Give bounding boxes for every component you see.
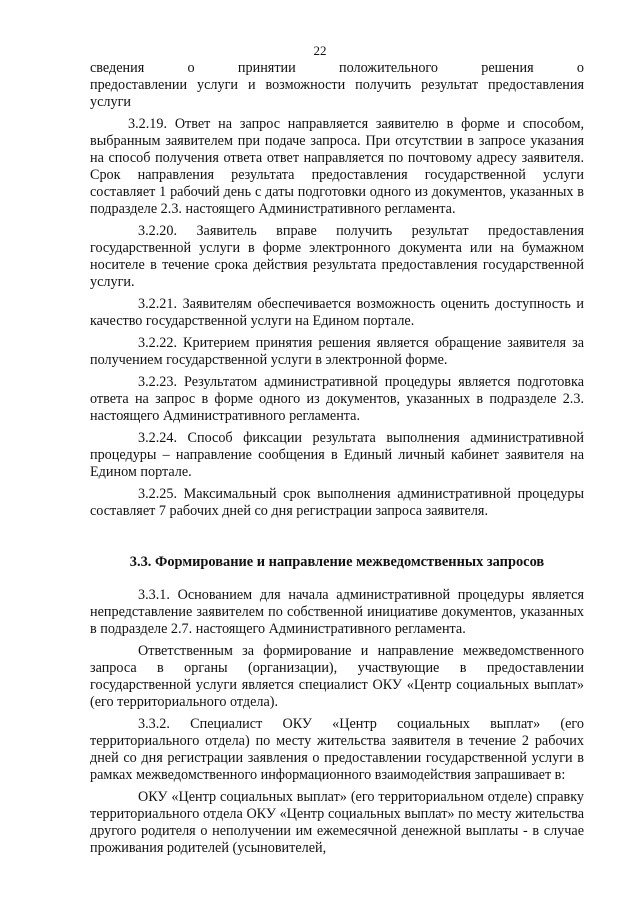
paragraph-3-2-19: 3.2.19. Ответ на запрос направляется заявителю в форме и способом, выбранным заявителем при подаче запроса. При отсутствии в запросе указания на способ получения ответа ответ направляется по почтовому адресу заявителя. Срок направления результата предоставления государственной услуги составляет 1 рабочий день с даты подготовки одного из документов, указанных в подразделе 2.3. настоящего Административного регламента. — [90, 116, 584, 217]
paragraph-continuation-first-line: сведения о принятии положительного решения о — [90, 60, 584, 76]
page-number: 22 — [313, 43, 327, 58]
paragraph-continuation: предоставлении услуги и возможности получить результат предоставления услуги — [90, 77, 584, 110]
paragraph-request-list-item: ОКУ «Центр социальных выплат» (его территориальном отделе) справку территориального отдела ОКУ «Центр социальных выплат» по месту жительства другого родителя о неполучении им ежемесячной денежной выплаты - в случае проживания родителей (усыновителей, — [90, 789, 584, 856]
paragraph-3-2-24: 3.2.24. Способ фиксации результата выполнения административной процедуры – направление сообщения в Единый личный кабинет заявителя на Едином портале. — [90, 430, 584, 480]
paragraph-3-3-2: 3.3.2. Специалист ОКУ «Центр социальных выплат» (его территориального отдела) по месту жительства заявителя в течение 2 рабочих дней со дня регистрации заявления о предоставлении государственной услуги в рамках межведомственного информационного взаимодействия запрашивает в: — [90, 716, 584, 783]
section-heading: 3.3. Формирование и направление межведомственных запросов — [129, 554, 545, 570]
paragraph-3-2-25: 3.2.25. Максимальный срок выполнения административной процедуры составляет 7 рабочих дней со дня регистрации запроса заявителя. — [90, 486, 584, 519]
paragraph-3-2-23: 3.2.23. Результатом административной процедуры является подготовка ответа на запрос в форме одного из документов, указанных в подразделе 2.3. настоящего Административного регламента. — [90, 374, 584, 424]
paragraph-3-2-20: 3.2.20. Заявитель вправе получить результат предоставления государственной услуги в форме электронного документа или на бумажном носителе в течение срока действия результата предоставления государственной услуги. — [90, 223, 584, 290]
paragraph-responsible: Ответственным за формирование и направление межведомственного запроса в органы (организации), участвующие в предоставлении государственной услуги является специалист ОКУ «Центр социальных выплат» (его территориального отдела). — [90, 643, 584, 710]
paragraph-3-2-21: 3.2.21. Заявителям обеспечивается возможность оценить доступность и качество государственной услуги на Едином портале. — [90, 296, 584, 329]
paragraph-3-3-1: 3.3.1. Основанием для начала административной процедуры является непредставление заявителем по собственной инициативе документов, указанных в подразделе 2.7. настоящего Административного регламента. — [90, 587, 584, 637]
paragraph-3-2-22: 3.2.22. Критерием принятия решения является обращение заявителя за получением государственной услуги в электронной форме. — [90, 335, 584, 368]
document-body — [90, 60, 584, 857]
